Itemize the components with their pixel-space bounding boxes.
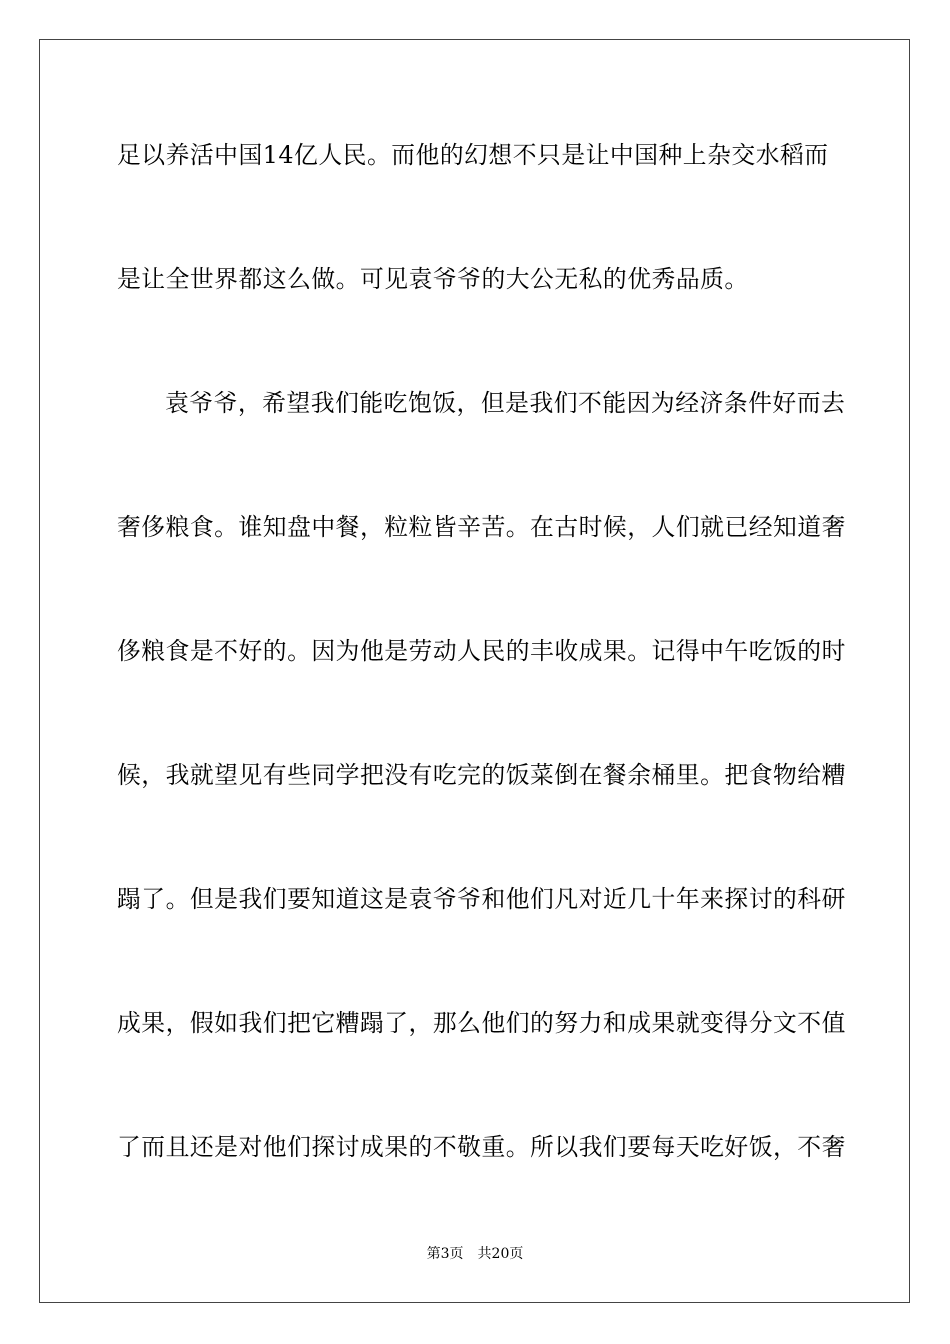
text-line: 了而且还是对他们探讨成果的不敬重。所以我们要每天吃好饭，不奢	[117, 1133, 846, 1161]
page-number: 第3页	[426, 1246, 464, 1262]
document-body	[117, 130, 846, 1246]
paragraph-start-line: 袁爷爷，希望我们能吃饱饭，但是我们不能因为经济条件好而去	[165, 389, 846, 417]
text-line: 成果，假如我们把它糟蹋了，那么他们的努力和成果就变得分文不值	[117, 1009, 846, 1037]
text-line: 是让全世界都这么做。可见袁爷爷的大公无私的优秀品质。	[117, 265, 749, 293]
text-line: 蹋了。但是我们要知道这是袁爷爷和他们凡对近几十年来探讨的科研	[117, 885, 846, 913]
text-line: 足以养活中国14亿人民。而他的幻想不只是让中国种上杂交水稻而	[117, 141, 829, 169]
page-footer	[0, 1243, 950, 1263]
text-line: 奢侈粮食。谁知盘中餐，粒粒皆辛苦。在古时候，人们就已经知道奢	[117, 513, 846, 541]
page-total: 共20页	[477, 1246, 524, 1262]
text-line: 候，我就望见有些同学把没有吃完的饭菜倒在餐余桶里。把食物给糟	[117, 761, 846, 789]
text-line: 侈粮食是不好的。因为他是劳动人民的丰收成果。记得中午吃饭的时	[117, 637, 846, 665]
